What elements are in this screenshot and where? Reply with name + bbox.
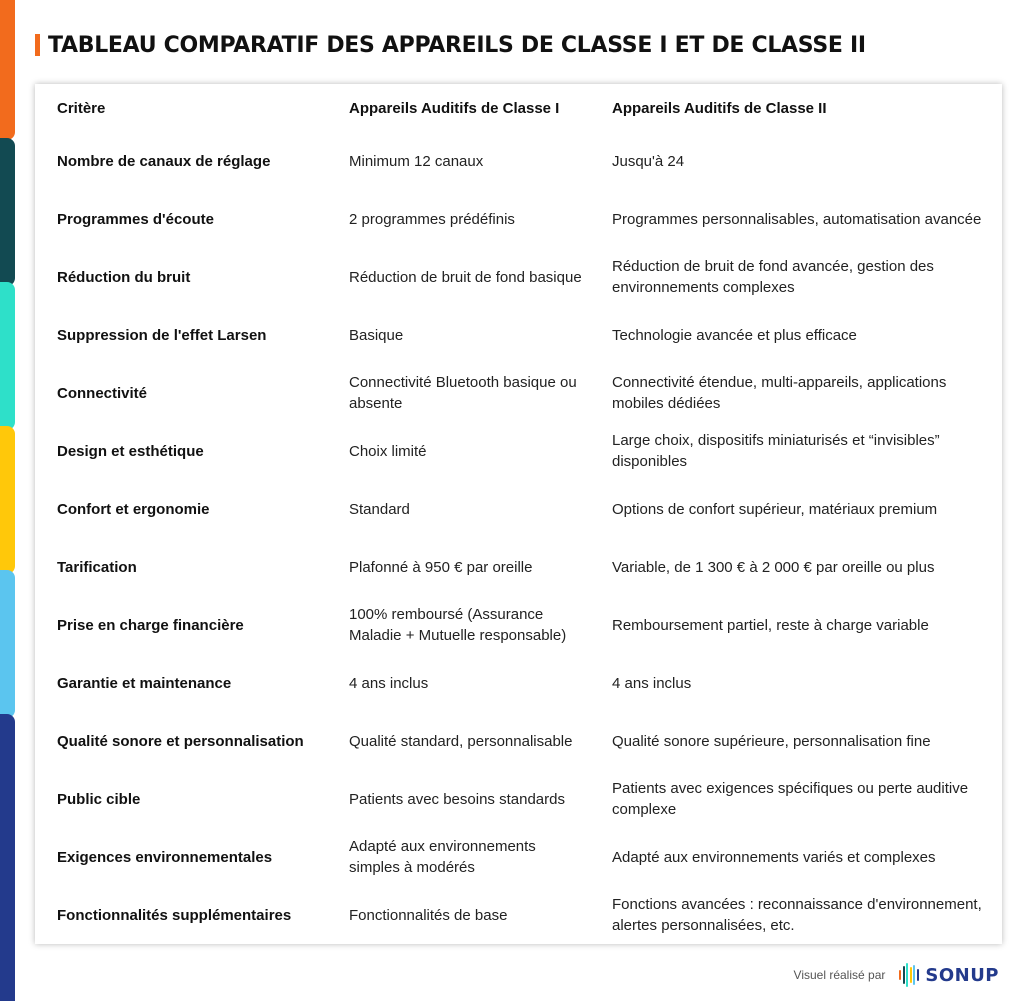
table-row [35, 538, 1002, 596]
criterion-cell: Garantie et maintenance [57, 674, 232, 692]
criterion-cell: Exigences environnementales [57, 848, 273, 866]
table-row [35, 712, 1002, 770]
comparison-table-card [35, 84, 1002, 944]
table-row [35, 596, 1002, 654]
classe-1-cell: Plafonné à 950 € par oreille [349, 558, 533, 576]
table-row [35, 132, 1002, 190]
classe-2-cell: Réduction de bruit de fond avancée, gestion des environnements complexes [612, 258, 934, 296]
criterion-cell: Connectivité [57, 384, 148, 402]
comparison-table [35, 84, 1002, 944]
table-row [35, 306, 1002, 364]
criterion-cell: Qualité sonore et personnalisation [57, 732, 304, 750]
classe-1-cell: Patients avec besoins standards [349, 790, 565, 808]
classe-2-cell: Qualité sonore supérieure, personnalisation fine [612, 732, 931, 750]
table-row [35, 480, 1002, 538]
criterion-cell: Nombre de canaux de réglage [57, 152, 271, 170]
classe-2-cell: Large choix, dispositifs miniaturisés et “invisibles” disponibles [612, 432, 940, 470]
criterion-cell: Confort et ergonomie [57, 500, 210, 518]
classe-1-cell: 2 programmes prédéfinis [349, 210, 515, 228]
table-row [35, 886, 1002, 944]
classe-1-cell: Minimum 12 canaux [349, 152, 484, 170]
table-row [35, 248, 1002, 306]
classe-2-cell: Options de confort supérieur, matériaux premium [612, 500, 938, 518]
title-row [35, 30, 866, 60]
header-classe-1: Appareils Auditifs de Classe I [349, 99, 560, 117]
page-title: TABLEAU COMPARATIF DES APPAREILS DE CLASSE I ET DE CLASSE II [48, 32, 866, 58]
stripe-segment [0, 0, 15, 140]
left-color-stripe [0, 0, 15, 1001]
criterion-cell: Programmes d'écoute [57, 210, 214, 228]
criterion-cell: Prise en charge financière [57, 616, 244, 634]
stripe-segment [0, 570, 15, 718]
classe-1-cell: Connectivité Bluetooth basique ou absente [349, 374, 577, 412]
classe-2-cell: Technologie avancée et plus efficace [612, 326, 857, 344]
classe-1-cell: Réduction de bruit de fond basique [349, 268, 582, 286]
table-header-row [35, 84, 1002, 132]
classe-1-cell: Fonctionnalités de base [349, 906, 508, 924]
criterion-cell: Réduction du bruit [57, 268, 191, 286]
classe-1-cell: 100% remboursé (Assurance Maladie + Mutuelle responsable) [349, 606, 567, 644]
footer [794, 962, 999, 988]
table-row [35, 422, 1002, 480]
stripe-segment [0, 282, 15, 430]
classe-2-cell: Fonctions avancées : reconnaissance d'environnement, alertes personnalisées, etc. [612, 896, 982, 934]
classe-2-cell: Adapté aux environnements variés et complexes [612, 848, 936, 866]
sound-wave-icon [899, 963, 920, 987]
title-accent-bar [35, 34, 40, 56]
classe-1-cell: Basique [349, 326, 404, 344]
stripe-segment [0, 138, 15, 286]
table-row [35, 190, 1002, 248]
logo-wordmark: SONUP [925, 964, 999, 986]
classe-1-cell: Qualité standard, personnalisable [349, 732, 573, 750]
criterion-cell: Fonctionnalités supplémentaires [57, 906, 292, 924]
table-row [35, 364, 1002, 422]
header-classe-2: Appareils Auditifs de Classe II [612, 99, 827, 117]
credit-text: Visuel réalisé par [793, 968, 886, 982]
classe-2-cell: 4 ans inclus [612, 674, 692, 692]
classe-2-cell: Variable, de 1 300 € à 2 000 € par oreille ou plus [612, 558, 935, 576]
classe-2-cell: Patients avec exigences spécifiques ou perte auditive complexe [612, 780, 969, 818]
classe-1-cell: Choix limité [349, 442, 427, 460]
classe-1-cell: Standard [349, 500, 410, 518]
table-row [35, 654, 1002, 712]
classe-1-cell: 4 ans inclus [349, 674, 429, 692]
header-critere: Critère [57, 99, 106, 117]
sonup-logo [899, 963, 999, 987]
classe-2-cell: Jusqu'à 24 [612, 152, 685, 170]
table-body [35, 132, 1002, 944]
stripe-segment [0, 714, 15, 1001]
classe-1-cell: Adapté aux environnements simples à modérés [349, 838, 536, 876]
classe-2-cell: Remboursement partiel, reste à charge variable [612, 616, 929, 634]
table-row [35, 770, 1002, 828]
classe-2-cell: Programmes personnalisables, automatisation avancée [612, 210, 982, 228]
table-row [35, 828, 1002, 886]
criterion-cell: Public cible [57, 790, 141, 808]
stripe-segment [0, 426, 15, 574]
criterion-cell: Tarification [57, 558, 137, 576]
classe-2-cell: Connectivité étendue, multi-appareils, applications mobiles dédiées [612, 374, 947, 412]
criterion-cell: Design et esthétique [57, 442, 204, 460]
criterion-cell: Suppression de l'effet Larsen [57, 326, 267, 344]
